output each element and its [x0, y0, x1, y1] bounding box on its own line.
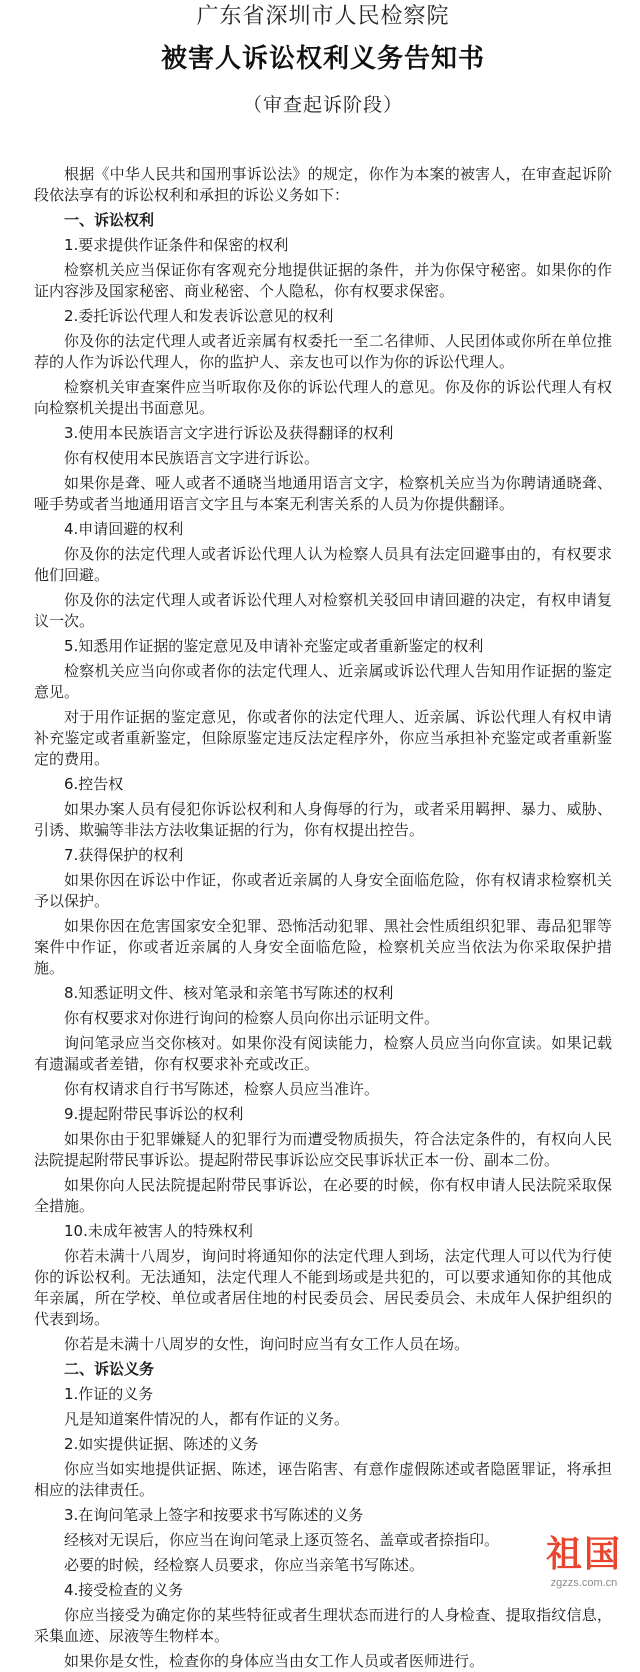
- right-item-paragraph: 你及你的法定代理人或者诉讼代理人对检察机关驳回申请回避的决定，有权申请复议一次。: [34, 591, 612, 630]
- right-item-paragraph: 询问笔录应当交你核对。如果你没有阅读能力，检察人员应当向你宣读。如果记载有遗漏或者差错，你有权要求补充或改正。: [34, 1034, 612, 1073]
- right-item-paragraph: 检察机关应当向你或者你的法定代理人、近亲属或诉讼代理人告知用作证据的鉴定意见。: [34, 662, 612, 701]
- issuing-agency: 广东省深圳市人民检察院: [196, 3, 450, 28]
- right-item-paragraph: 如果你向人民法院提起附带民事诉讼，在必要的时候，你有权申请人民法院采取保全措施。: [34, 1176, 612, 1215]
- right-item-paragraph: 如果你由于犯罪嫌疑人的犯罪行为而遭受物质损失，符合法定条件的，有权向人民法院提起附带民事诉讼。提起附带民事诉讼应交民事诉状正本一份、副本二份。: [34, 1130, 612, 1169]
- rights-section-heading: 一、诉讼权利: [64, 211, 155, 229]
- watermark-logo: 祖国: [545, 1534, 622, 1575]
- site-watermark: [536, 1534, 632, 1596]
- right-item-paragraph: 你及你的法定代理人或者诉讼代理人认为检察人员具有法定回避事由的，有权要求他们回避。: [34, 545, 612, 584]
- right-item-heading: 9.提起附带民事诉讼的权利: [64, 1105, 244, 1123]
- duty-item-heading: 4.接受检查的义务: [64, 1581, 184, 1599]
- right-item-heading: 7.获得保护的权利: [64, 846, 184, 864]
- document-title: 被害人诉讼权利义务告知书: [160, 44, 485, 74]
- duties-section-heading: 二、诉讼义务: [64, 1360, 155, 1378]
- duty-item-paragraph: 你应当接受为确定你的某些特征或者生理状态而进行的人身检查、提取指纹信息，采集血迹、尿液等生物样本。: [34, 1606, 612, 1645]
- right-item-paragraph: 你有权使用本民族语言文字进行诉讼。: [64, 449, 320, 467]
- duty-item-paragraph: 经核对无误后，你应当在询问笔录上逐页签名、盖章或者捺指印。: [64, 1531, 500, 1549]
- right-item-paragraph: 你若未满十八周岁，询问时将通知你的法定代理人到场，法定代理人可以代为行使你的诉讼权利。无法通知，法定代理人不能到场或是共犯的，可以要求通知你的其他成年亲属，所在学校、单位或者居住地的村民委员会、居民委员会、未成年人保护组织的代表到场。: [34, 1247, 612, 1328]
- right-item-heading: 8.知悉证明文件、核对笔录和亲笔书写陈述的权利: [64, 984, 394, 1002]
- duty-item-paragraph: 必要的时候，经检察人员要求，你应当亲笔书写陈述。: [64, 1556, 425, 1574]
- right-item-paragraph: 你有权请求自行书写陈述，检察人员应当准许。: [64, 1080, 380, 1098]
- document-body: [34, 164, 612, 1672]
- right-item-paragraph: 如果办案人员有侵犯你诉讼权利和人身侮辱的行为，或者采用羁押、暴力、威胁、引诱、欺骗等非法方法收集证据的行为，你有权提出控告。: [34, 800, 612, 839]
- right-item-paragraph: 如果你因在诉讼中作证，你或者近亲属的人身安全面临危险，你有权请求检察机关予以保护。: [34, 871, 612, 910]
- right-item-heading: 1.要求提供作证条件和保密的权利: [64, 236, 289, 254]
- rights-list: [34, 235, 612, 1355]
- right-item-paragraph: 如果你是聋、哑人或者不通晓当地通用语言文字，检察机关应当为你聘请通晓聋、哑手势或者当地通用语言文字且与本案无利害关系的人员为你提供翻译。: [34, 474, 612, 513]
- right-item-heading: 6.控告权: [64, 775, 124, 793]
- duty-item-paragraph: 你应当如实地提供证据、陈述，诬告陷害、有意作虚假陈述或者隐匿罪证，将承担相应的法律责任。: [34, 1460, 612, 1499]
- right-item-paragraph: 检察机关审查案件应当听取你及你的诉讼代理人的意见。你及你的诉讼代理人有权向检察机关提出书面意见。: [34, 378, 612, 417]
- intro-paragraph: 根据《中华人民共和国刑事诉讼法》的规定，你作为本案的被害人，在审查起诉阶段依法享有的诉讼权利和承担的诉讼义务如下：: [34, 165, 612, 204]
- right-item-paragraph: 你及你的法定代理人或者近亲属有权委托一至二名律师、人民团体或你所在单位推荐的人作为诉讼代理人，你的监护人、亲友也可以作为你的诉讼代理人。: [34, 332, 612, 371]
- duty-item-heading: 2.如实提供证据、陈述的义务: [64, 1435, 259, 1453]
- right-item-paragraph: 你若是未满十八周岁的女性，询问时应当有女工作人员在场。: [64, 1335, 470, 1353]
- right-item-paragraph: 如果你因在危害国家安全犯罪、恐怖活动犯罪、黑社会性质组织犯罪、毒品犯罪等案件中作证，你或者近亲属的人身安全面临危险，检察机关应当依法为你采取保护措施。: [34, 917, 612, 977]
- document-subtitle: （审查起诉阶段）: [242, 94, 403, 116]
- duty-item-heading: 1.作证的义务: [64, 1385, 154, 1403]
- right-item-heading: 4.申请回避的权利: [64, 520, 184, 538]
- right-item-heading: 3.使用本民族语言文字进行诉讼及获得翻译的权利: [64, 424, 394, 442]
- duty-item-heading: 3.在询问笔录上签字和按要求书写陈述的义务: [64, 1506, 364, 1524]
- duty-item-paragraph: 如果你是女性，检查你的身体应当由女工作人员或者医师进行。: [64, 1652, 485, 1670]
- right-item-heading: 10.未成年被害人的特殊权利: [64, 1222, 253, 1240]
- watermark-url: zgzzs.com.cn: [550, 1577, 618, 1589]
- duty-item-paragraph: 凡是知道案件情况的人，都有作证的义务。: [64, 1410, 350, 1428]
- right-item-paragraph: 检察机关应当保证你有客观充分地提供证据的条件，并为你保守秘密。如果你的作证内容涉及国家秘密、商业秘密、个人隐私，你有权要求保密。: [34, 261, 612, 300]
- right-item-paragraph: 对于用作证据的鉴定意见，你或者你的法定代理人、近亲属、诉讼代理人有权申请补充鉴定或者重新鉴定，但除原鉴定违反法定程序外，你应当承担补充鉴定或者重新鉴定的费用。: [34, 708, 612, 768]
- right-item-heading: 5.知悉用作证据的鉴定意见及申请补充鉴定或者重新鉴定的权利: [64, 637, 484, 655]
- right-item-paragraph: 你有权要求对你进行询问的检察人员向你出示证明文件。: [64, 1009, 440, 1027]
- duties-list: [34, 1384, 612, 1672]
- right-item-heading: 2.委托诉讼代理人和发表诉讼意见的权利: [64, 307, 334, 325]
